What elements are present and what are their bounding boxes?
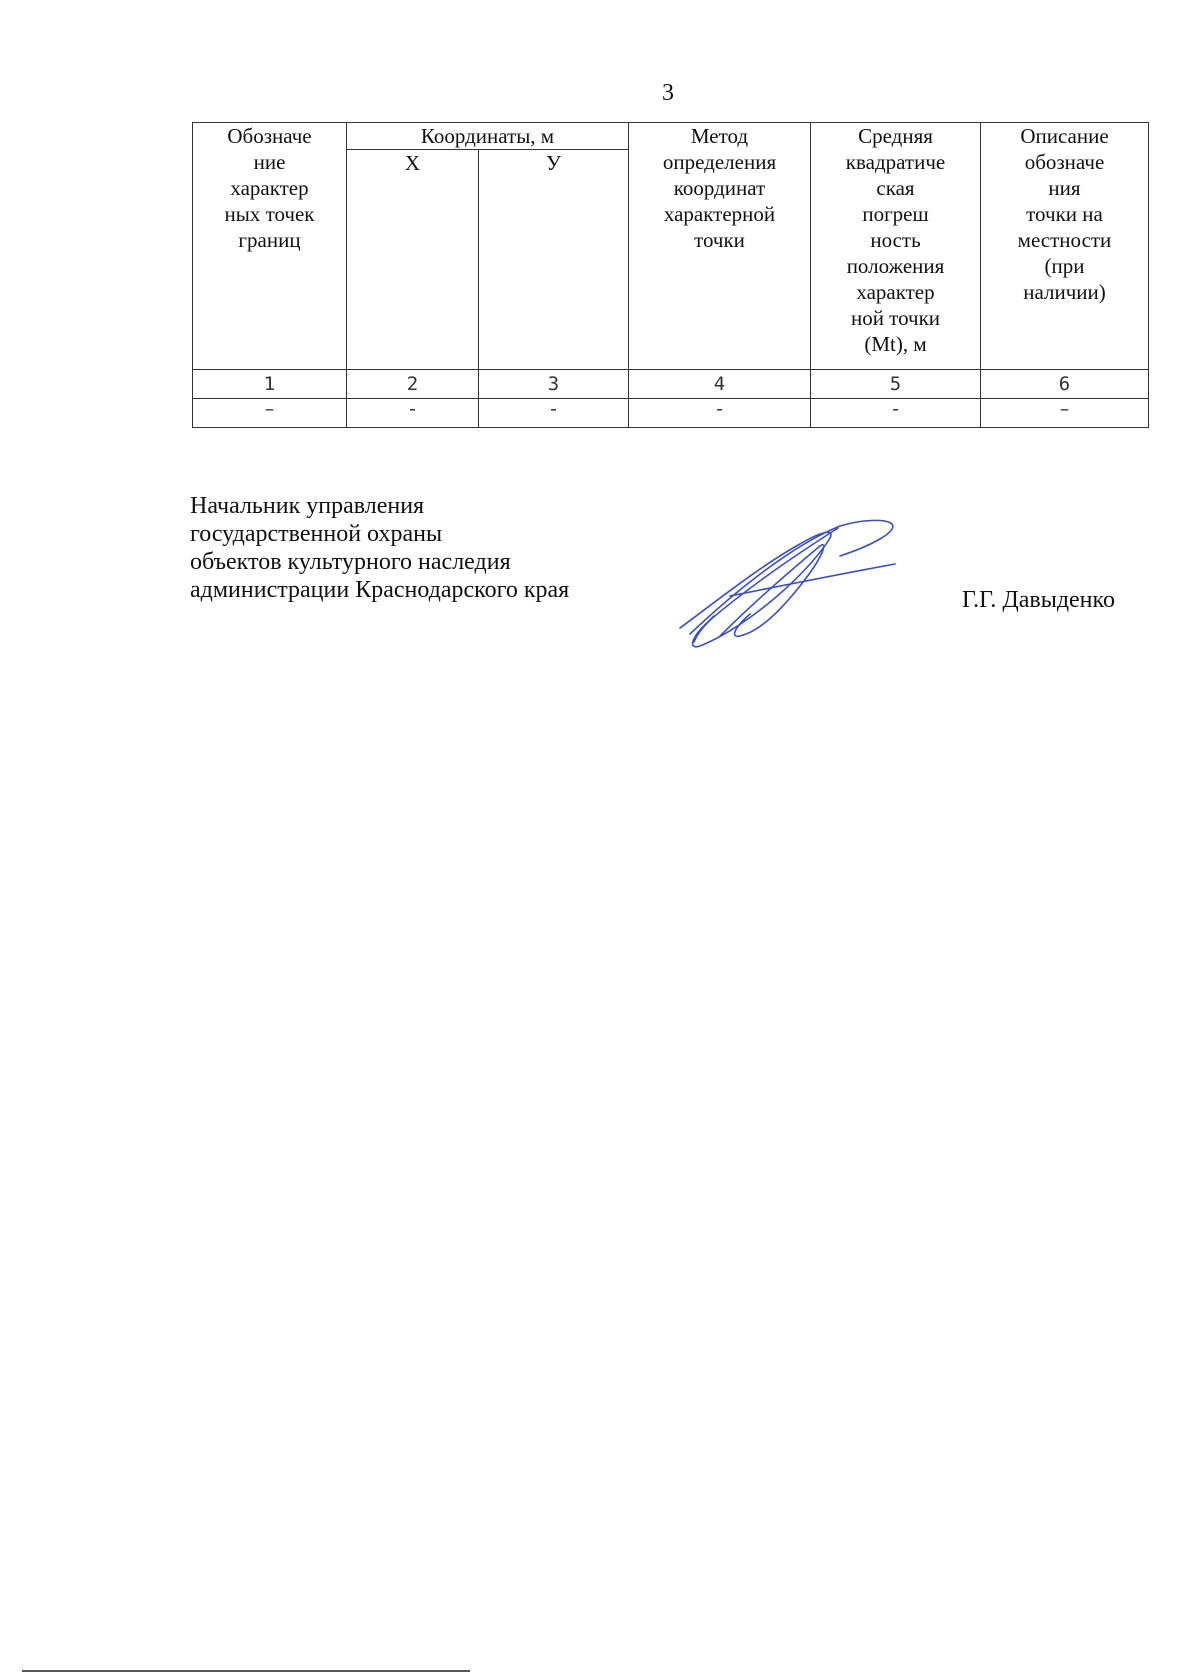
scan-edge-line xyxy=(22,1670,470,1672)
table-cell: - xyxy=(629,399,811,428)
table-cell: - xyxy=(479,399,629,428)
header-method: Метод определения координат характерной точки xyxy=(629,123,811,370)
position-line: государственной охраны xyxy=(190,521,443,547)
table-cell: – xyxy=(193,399,347,428)
page-number: 3 xyxy=(662,80,674,106)
signatory-name: Г.Г. Давыденко xyxy=(962,587,1115,613)
table-row xyxy=(193,399,1149,428)
column-number: 2 xyxy=(347,370,479,399)
table-cell: - xyxy=(347,399,479,428)
position-line: Начальник управления xyxy=(190,493,425,519)
table-cell: – xyxy=(981,399,1149,428)
column-number: 6 xyxy=(981,370,1149,399)
header-point-designation: Обозначе ние характер ных точек границ xyxy=(193,123,347,370)
handwritten-signature xyxy=(670,516,910,656)
column-number: 3 xyxy=(479,370,629,399)
position-line: администрации Краснодарского края xyxy=(190,577,570,603)
position-line: объектов культурного наследия xyxy=(190,549,511,575)
table-header-row xyxy=(193,123,1149,150)
header-coordinate-x: Х xyxy=(347,150,479,370)
column-number: 1 xyxy=(193,370,347,399)
signatory-position xyxy=(190,492,569,604)
column-number: 4 xyxy=(629,370,811,399)
column-number-row xyxy=(193,370,1149,399)
characteristic-points-table xyxy=(192,122,1149,428)
column-number: 5 xyxy=(811,370,981,399)
table-cell: - xyxy=(811,399,981,428)
signature-strokes xyxy=(680,520,895,646)
header-coordinates: Координаты, м xyxy=(347,123,629,150)
header-description: Описание обозначе ния точки на местности (при наличии) xyxy=(981,123,1149,370)
header-coordinate-y: У xyxy=(479,150,629,370)
header-mean-square-error: Средняя квадратиче ская погреш ность положения характер ной точки (Mt), м xyxy=(811,123,981,370)
